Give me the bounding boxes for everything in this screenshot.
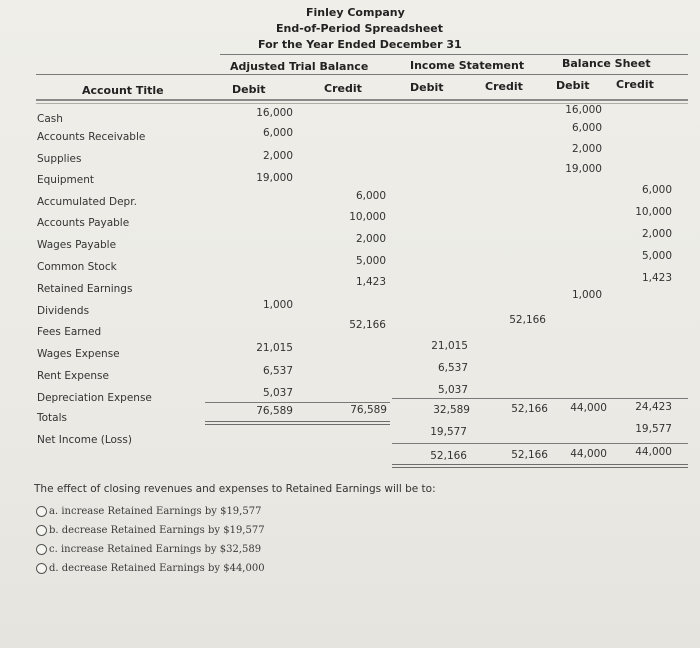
cell-bs-cr: 1,423 (641, 272, 672, 284)
cell-atb-dr: 6,537 (262, 365, 293, 377)
totals-bs-credit: 24,423 (635, 401, 672, 413)
account-title: Rent Expense (37, 370, 109, 382)
cell-bs-cr: 2,000 (641, 228, 672, 240)
account-title: Depreciation Expense (37, 392, 152, 404)
account-title: Cash (37, 113, 63, 125)
account-title: Common Stock (37, 261, 117, 273)
account-title: Dividends (37, 305, 90, 317)
account-title: Accounts Receivable (37, 131, 146, 143)
cell-bs-cr: 5,000 (641, 250, 672, 262)
header-rule (36, 99, 688, 101)
account-title: Equipment (37, 174, 94, 186)
cell-is-dr: 6,537 (437, 362, 468, 374)
cell-is-cr: 52,166 (509, 314, 546, 326)
totals-atb-credit: 76,589 (350, 404, 387, 416)
statement-title: End-of-Period Spreadsheet (276, 22, 444, 35)
group-income-statement: Income Statement (410, 59, 525, 72)
final-double-rule (392, 464, 688, 468)
option-a[interactable] (36, 506, 261, 517)
totals-rule-is-bs (392, 398, 688, 399)
totals-label: Totals (37, 412, 67, 424)
cell-is-dr: 5,037 (437, 384, 468, 396)
group-rule (36, 74, 688, 75)
option-c[interactable] (36, 544, 261, 555)
option-d-letter: d. (49, 563, 59, 574)
account-title: Fees Earned (37, 326, 102, 338)
final-bs-credit: 44,000 (635, 446, 672, 458)
account-title: Wages Expense (37, 348, 120, 360)
cell-bs-cr: 6,000 (641, 184, 672, 196)
radio-d[interactable] (36, 563, 47, 574)
account-title: Accounts Payable (37, 217, 130, 229)
option-a-letter: a. (49, 506, 59, 517)
net-income-label: Net Income (Loss) (37, 434, 132, 446)
radio-b[interactable] (36, 525, 47, 536)
cell-bs-dr: 1,000 (571, 289, 602, 301)
header-account-title: Account Title (82, 84, 164, 97)
account-title: Wages Payable (37, 239, 117, 251)
cell-atb-dr: 19,000 (256, 172, 293, 184)
cell-atb-dr: 5,037 (262, 387, 293, 399)
header-is-credit: Credit (485, 80, 523, 93)
final-is-credit: 52,166 (511, 449, 548, 461)
header-bs-credit: Credit (616, 78, 654, 91)
net-income-is-debit: 19,577 (430, 426, 467, 438)
cell-atb-dr: 1,000 (262, 299, 293, 311)
totals-bs-debit: 44,000 (570, 402, 607, 414)
totals-atb-debit: 76,589 (256, 405, 293, 417)
net-income-bs-credit: 19,577 (635, 423, 672, 435)
cell-atb-dr: 21,015 (256, 342, 293, 354)
account-title: Retained Earnings (37, 283, 133, 295)
title-rule (220, 54, 688, 55)
account-title: Accumulated Depr. (37, 196, 137, 208)
company-name: Finley Company (306, 6, 405, 19)
option-c-text: increase Retained Earnings by $32,589 (60, 544, 262, 555)
cell-atb-dr: 2,000 (262, 150, 293, 162)
cell-bs-cr: 10,000 (635, 206, 672, 218)
cell-atb-cr: 2,000 (355, 233, 386, 245)
cell-atb-cr: 6,000 (355, 190, 386, 202)
group-balance-sheet: Balance Sheet (562, 57, 651, 70)
radio-a[interactable] (36, 506, 47, 517)
option-b-text: decrease Retained Earnings by $19,577 (61, 525, 265, 536)
option-d[interactable] (36, 563, 265, 574)
group-adjusted-trial-balance: Adjusted Trial Balance (230, 60, 369, 73)
header-atb-debit: Debit (232, 83, 266, 96)
period-line: For the Year Ended December 31 (258, 38, 462, 51)
radio-c[interactable] (36, 544, 47, 555)
cell-bs-dr: 2,000 (571, 143, 602, 155)
header-is-debit: Debit (410, 81, 444, 94)
cell-bs-dr: 19,000 (565, 163, 602, 175)
question-prompt: The effect of closing revenues and expenses to Retained Earnings will be to: (34, 483, 436, 495)
final-is-debit: 52,166 (430, 450, 467, 462)
header-bs-debit: Debit (556, 79, 590, 92)
cell-atb-cr: 1,423 (355, 276, 386, 288)
totals-rule-atb (205, 402, 390, 403)
cell-is-dr: 21,015 (431, 340, 468, 352)
option-c-letter: c. (49, 544, 58, 555)
option-b-letter: b. (49, 525, 59, 536)
cell-bs-dr: 6,000 (571, 122, 602, 134)
final-bs-debit: 44,000 (570, 448, 607, 460)
totals-is-credit: 52,166 (511, 403, 548, 415)
option-b[interactable] (36, 525, 265, 536)
account-title: Supplies (37, 153, 82, 165)
cell-atb-dr: 6,000 (262, 127, 293, 139)
option-a-text: increase Retained Earnings by $19,577 (61, 506, 262, 517)
totals-is-debit: 32,589 (433, 404, 470, 416)
net-income-rule (392, 443, 688, 444)
cell-atb-cr: 5,000 (355, 255, 386, 267)
header-atb-credit: Credit (324, 82, 362, 95)
option-d-text: decrease Retained Earnings by $44,000 (61, 563, 265, 574)
cell-atb-cr: 10,000 (349, 211, 386, 223)
totals-double-rule-atb (205, 421, 390, 425)
cell-bs-dr: 16,000 (565, 104, 602, 116)
cell-atb-cr: 52,166 (349, 319, 386, 331)
cell-atb-dr: 16,000 (256, 107, 293, 119)
